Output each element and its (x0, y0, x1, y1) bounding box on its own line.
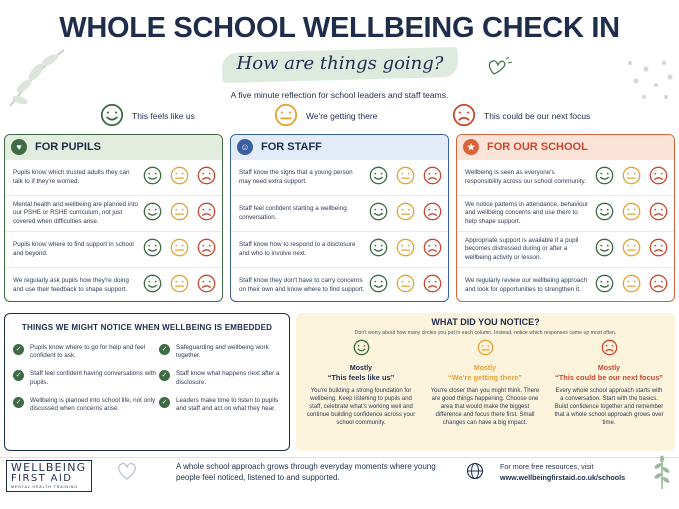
notice-item (13, 370, 159, 386)
brand-logo (6, 460, 92, 492)
neutral-face-icon[interactable] (396, 202, 415, 226)
sad-face-icon[interactable] (423, 238, 442, 262)
checklist-row (231, 267, 448, 302)
notice-text: Staff know what happens next after a disclosure. (176, 370, 280, 386)
notice-text: Pupils know where to go for help and feel confident to ask. (30, 344, 146, 360)
sad-face-icon[interactable] (649, 202, 668, 226)
neutral-face-icon (274, 103, 298, 129)
checklist-statement: We notice patterns in attendance, behaviour and wellbeing concerns and use them to help shape support. (465, 201, 589, 225)
checklist-row (231, 231, 448, 267)
notice-title: THINGS WE MIGHT NOTICE WHEN WELLBEING IS EMBEDDED (21, 323, 273, 332)
notice-item (13, 344, 159, 360)
rating-faces (369, 202, 442, 226)
happy-face-icon (353, 339, 370, 361)
sad-face-icon[interactable] (649, 274, 668, 298)
panel-title: FOR OUR SCHOOL (487, 141, 588, 153)
rating-faces (595, 202, 668, 226)
neutral-face-icon[interactable] (622, 166, 641, 190)
footer-divider (0, 457, 679, 458)
key-item-neutral (274, 104, 377, 128)
happy-face-icon[interactable] (143, 202, 162, 226)
result-column-neutral (426, 339, 544, 428)
happy-face-icon[interactable] (595, 274, 614, 298)
sad-face-icon[interactable] (197, 166, 216, 190)
checklist-statement: Appropriate support is available if a pupil becomes distressed during or after a wellbeing activity or lesson. (465, 237, 579, 261)
notice-item (159, 397, 281, 413)
rating-faces (143, 166, 216, 190)
result-heading: “This could be our next focus” (555, 373, 663, 382)
logo-text-line2: FIRST AID (11, 472, 73, 484)
globe-icon (466, 462, 484, 480)
happy-face-icon[interactable] (143, 238, 162, 262)
key-label: We're getting there (306, 111, 378, 121)
results-title: WHAT DID YOU NOTICE? (431, 317, 540, 327)
checklist-statement: Staff know the signs that a young person may need extra support. (239, 169, 353, 185)
check-icon: ✓ (159, 370, 170, 381)
neutral-face-icon[interactable] (170, 166, 189, 190)
checklist-statement: We regularly ask pupils how they're doing and use their feedback to shape support. (13, 277, 129, 293)
neutral-face-icon (477, 339, 494, 361)
result-heading: “We're getting there” (448, 373, 522, 382)
rating-faces (595, 274, 668, 298)
checklist-row (231, 195, 448, 231)
check-icon: ✓ (13, 370, 24, 381)
happy-face-icon (100, 103, 124, 129)
sprig-decoration-icon (650, 454, 674, 490)
happy-face-icon[interactable] (595, 238, 614, 262)
happy-face-icon[interactable] (369, 202, 388, 226)
rating-faces (369, 274, 442, 298)
page-subtitle: How are things going? (236, 53, 444, 74)
rating-faces (369, 166, 442, 190)
check-icon: ✓ (159, 344, 170, 355)
checklist-row (457, 231, 674, 267)
panel-for-staff (230, 134, 449, 302)
checklist-statement: We regularly review our wellbeing approach and look for opportunities to strengthen it. (465, 277, 588, 293)
sad-face-icon (452, 103, 476, 129)
result-body: You're building a strong foundation for wellbeing. Keep listening to pupils and staff, celebrate what's working well and continue building confidence across your school community. (306, 388, 416, 426)
checklist-row (457, 195, 674, 231)
page-title: WHOLE SCHOOL WELLBEING CHECK IN (59, 12, 620, 44)
panel-header (231, 135, 448, 159)
heart-icon: ♥ (11, 139, 27, 155)
neutral-face-icon[interactable] (396, 166, 415, 190)
results-box (296, 313, 675, 451)
intro-text: A five minute reflection for school leaders and staff teams. (230, 90, 449, 100)
heart-doodle-icon (486, 56, 514, 78)
happy-face-icon[interactable] (369, 238, 388, 262)
neutral-face-icon[interactable] (622, 202, 641, 226)
key-item-sad (452, 104, 590, 128)
neutral-face-icon[interactable] (396, 274, 415, 298)
result-mostly: Mostly (473, 365, 497, 372)
happy-face-icon[interactable] (595, 202, 614, 226)
checklist-row (5, 231, 222, 267)
sad-face-icon[interactable] (649, 166, 668, 190)
rating-faces (595, 238, 668, 262)
checklist-row (457, 267, 674, 302)
checklist-statement: Staff know they don't have to carry concerns on their own and know where to find support. (239, 277, 365, 293)
neutral-face-icon[interactable] (396, 238, 415, 262)
result-heading: “This feels like us” (327, 373, 395, 382)
neutral-face-icon[interactable] (170, 238, 189, 262)
notice-item (13, 397, 159, 413)
panel-for-our-school (456, 134, 675, 302)
checklist-row (5, 159, 222, 195)
result-mostly: Mostly (597, 365, 621, 372)
notice-text: Wellbeing is planned into school life, not only discussed when concerns arise. (30, 396, 156, 412)
result-body: Every whole school approach starts with a conversation. Start with the basics. Build confidence together and remember that a whole school approach grows over time. (554, 388, 664, 426)
heart-outline-icon (116, 460, 138, 482)
sad-face-icon[interactable] (197, 274, 216, 298)
notice-text: Leaders make time to listen to pupils and staff and act on what they hear. (176, 396, 279, 412)
check-icon: ✓ (13, 344, 24, 355)
rating-faces (143, 274, 216, 298)
sad-face-icon[interactable] (649, 238, 668, 262)
happy-face-icon[interactable] (369, 274, 388, 298)
footer-website-link[interactable]: www.wellbeingfirstaid.co.uk/schools (500, 473, 626, 482)
happy-face-icon[interactable] (595, 166, 614, 190)
notice-item (159, 370, 281, 386)
checklist-statement: Mental health and wellbeing are planned into our PSHE or RSHE curriculum, not just covered when difficulties arise. (13, 201, 138, 225)
rating-faces (143, 202, 216, 226)
check-icon: ✓ (159, 397, 170, 408)
rating-faces (595, 166, 668, 190)
checklist-statement: Staff feel confident starting a wellbeing conversation. (239, 205, 347, 221)
neutral-face-icon[interactable] (170, 202, 189, 226)
sad-face-icon[interactable] (197, 238, 216, 262)
neutral-face-icon[interactable] (622, 238, 641, 262)
checklist-row (5, 195, 222, 231)
result-mostly: Mostly (349, 365, 373, 372)
happy-face-icon[interactable] (143, 274, 162, 298)
happy-face-icon[interactable] (143, 166, 162, 190)
checklist-row (457, 159, 674, 195)
result-column-sad (550, 339, 668, 428)
panel-header (457, 135, 674, 159)
neutral-face-icon[interactable] (170, 274, 189, 298)
star-icon: ★ (463, 139, 479, 155)
people-icon: ☺ (237, 139, 253, 155)
notice-text: Safeguarding and wellbeing work together. (176, 344, 269, 360)
footer-link-lead: For more free resources, visit (500, 462, 594, 471)
footer-message: A whole school approach grows through everyday moments where young people feel noticed, listened to and supported. (176, 462, 436, 482)
sad-face-icon[interactable] (197, 202, 216, 226)
checklist-row (231, 159, 448, 195)
panel-for-pupils (4, 134, 223, 302)
rating-faces (369, 238, 442, 262)
panel-title: FOR STAFF (261, 141, 322, 153)
notice-box (4, 313, 290, 451)
checklist-statement: Pupils know which trusted adults they can talk to if they're worried. (13, 169, 130, 185)
sad-face-icon[interactable] (423, 166, 442, 190)
notice-text: Staff feel confident having conversations with pupils. (30, 370, 156, 386)
result-body: You're closer than you might think. There are good things happening. Choose one area that would make the biggest difference and focus there first. Small changes can have a big impact. (430, 388, 540, 426)
checklist-statement: Pupils know where to find support in school and beyond. (13, 241, 134, 257)
sad-face-icon[interactable] (423, 274, 442, 298)
panel-header (5, 135, 222, 159)
key-label: This could be our next focus (484, 111, 591, 121)
happy-face-icon[interactable] (369, 166, 388, 190)
result-column-happy (302, 339, 420, 428)
sad-face-icon (601, 339, 618, 361)
key-label: This feels like us (132, 111, 195, 121)
sad-face-icon[interactable] (423, 202, 442, 226)
logo-text-line1: WELLBEING (11, 461, 87, 474)
key-item-happy (100, 104, 195, 128)
check-icon: ✓ (13, 397, 24, 408)
checklist-statement: Staff know how to respond to a disclosure and who to involve next. (239, 241, 356, 257)
checklist-row (5, 267, 222, 302)
panel-title: FOR PUPILS (35, 141, 102, 153)
neutral-face-icon[interactable] (622, 274, 641, 298)
results-note: Don't worry about how many circles you put in each column. Instead, notice which responses came up most often. (354, 330, 617, 336)
checklist-statement: Wellbeing is seen as everyone's responsibility across our school community. (465, 169, 586, 185)
logo-text-line3: MENTAL HEALTH TRAINING (11, 485, 78, 490)
notice-item (159, 344, 281, 360)
notice-list (13, 344, 285, 413)
rating-faces (143, 238, 216, 262)
